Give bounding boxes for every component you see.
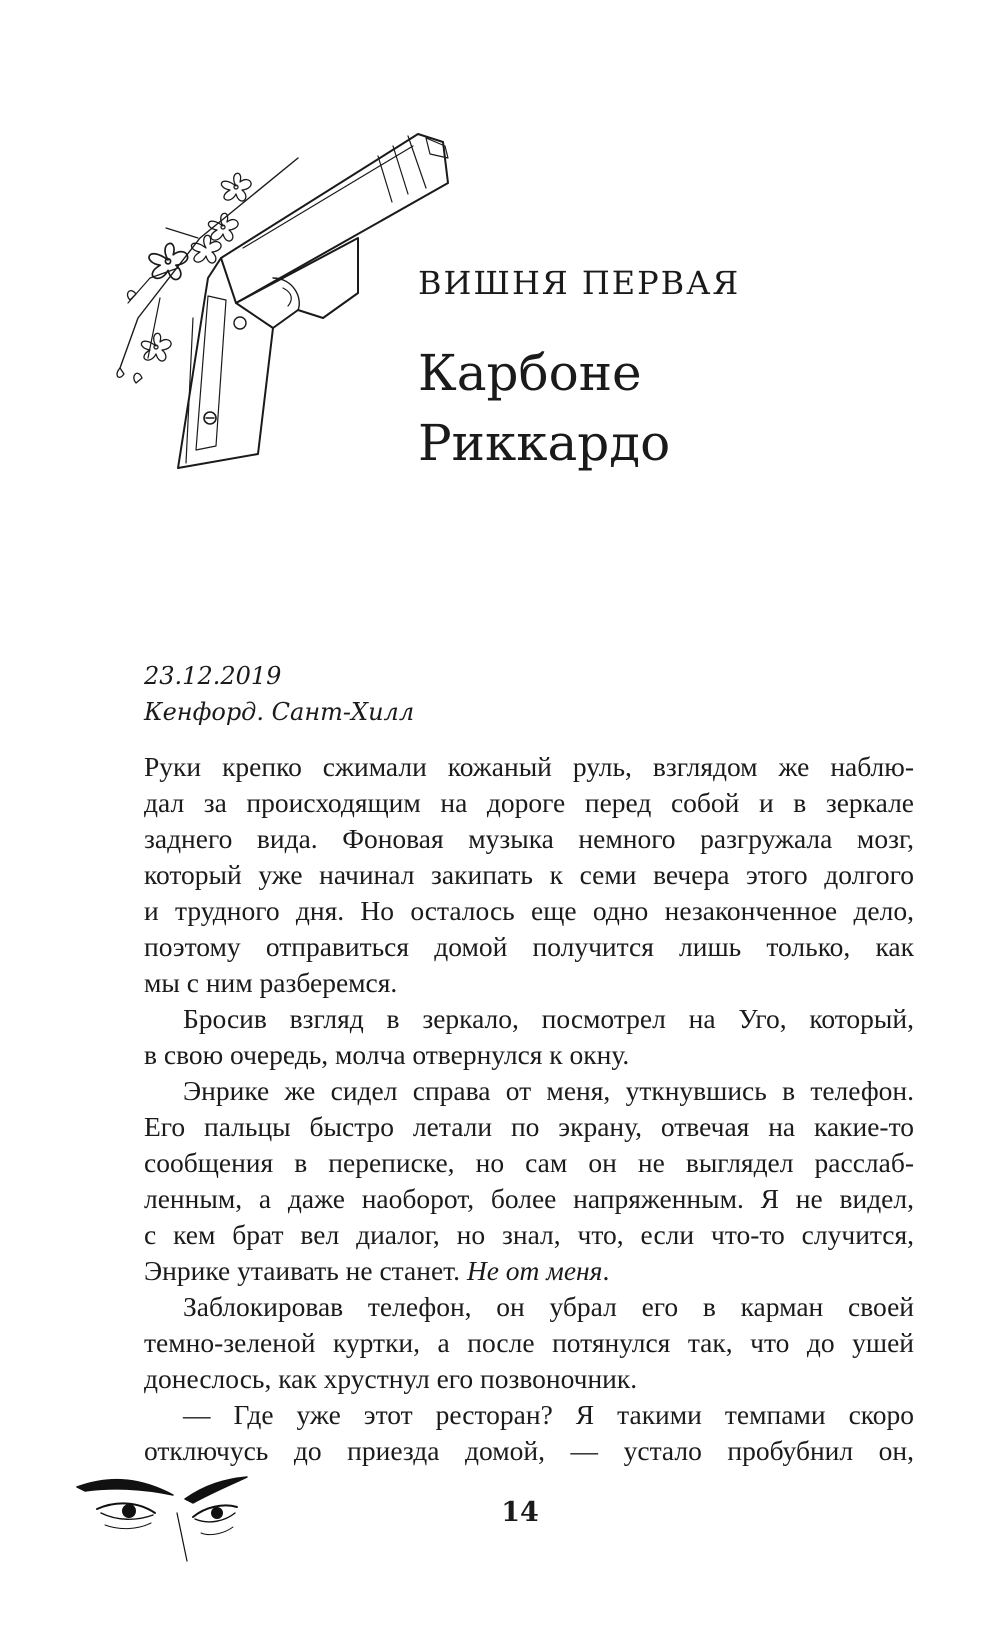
text-segment: Энрике утаивать не станет. — [144, 1255, 460, 1286]
text-line — [144, 1253, 914, 1289]
text-line: Энрике же сидел справа от меня, уткнувшись в телефон. — [183, 1075, 914, 1106]
text-line: Заблокировав телефон, он убрал его в карман своей — [183, 1291, 914, 1322]
text-line: отключусь до приезда домой, — устало пробубнил он, — [144, 1435, 914, 1466]
text-line: в свою очередь, молча отвернулся к окну. — [144, 1039, 630, 1070]
chapter-title — [418, 338, 670, 478]
emphasis-text: Не от меня — [466, 1255, 603, 1286]
chapter-title-line-1: Карбоне — [418, 344, 642, 402]
text-line: ленным, а даже наоборот, более напряженным. Я не видел, — [144, 1183, 914, 1214]
chapter-label: ВИШНЯ ПЕРВАЯ — [418, 264, 741, 302]
text-line: мы с ним разберемся. — [144, 967, 398, 998]
text-line: поэтому отправиться домой получится лишь только, как — [144, 931, 914, 962]
dateline-date: 23.12.2019 — [144, 662, 282, 690]
text-line: заднего вида. Фоновая музыка немного разгружала мозг, — [144, 823, 914, 854]
chapter-title-line-2: Риккардо — [418, 414, 671, 472]
text-line: Бросив взгляд в зеркало, посмотрел на Уго, который, — [183, 1003, 914, 1034]
dateline-place: Кенфорд. Сант-Хилл — [144, 698, 415, 726]
dateline — [144, 658, 414, 730]
text-line: Руки крепко сжимали кожаный руль, взглядом же наблю- — [144, 751, 914, 782]
text-segment: . — [602, 1255, 610, 1286]
text-line: донеслось, как хрустнул его позвоночник. — [144, 1363, 638, 1394]
text-line: дал за происходящим на дороге перед собой и в зеркале — [144, 787, 914, 818]
text-line: с кем брат вел диалог, но знал, что, если что-то случится, — [144, 1219, 914, 1250]
eyes-icon — [75, 1473, 250, 1563]
page-number: 14 — [501, 1497, 539, 1528]
body-text — [144, 749, 914, 1469]
text-line: который уже начинал закипать к семи вечера этого долгого — [144, 859, 914, 890]
pistol-with-cherry-blossom-icon — [108, 128, 468, 488]
text-line: — Где уже этот ресторан? Я такими темпами скоро — [183, 1399, 914, 1430]
text-line: и трудного дня. Но осталось еще одно незаконченное дело, — [144, 895, 914, 926]
text-line: темно-зеленой куртки, а после потянулся так, что до ушей — [144, 1327, 914, 1358]
text-line: Его пальцы быстро летали по экрану, отвечая на какие-то — [144, 1111, 914, 1142]
text-line: сообщения в переписке, но сам он не выглядел расслаб- — [144, 1147, 914, 1178]
